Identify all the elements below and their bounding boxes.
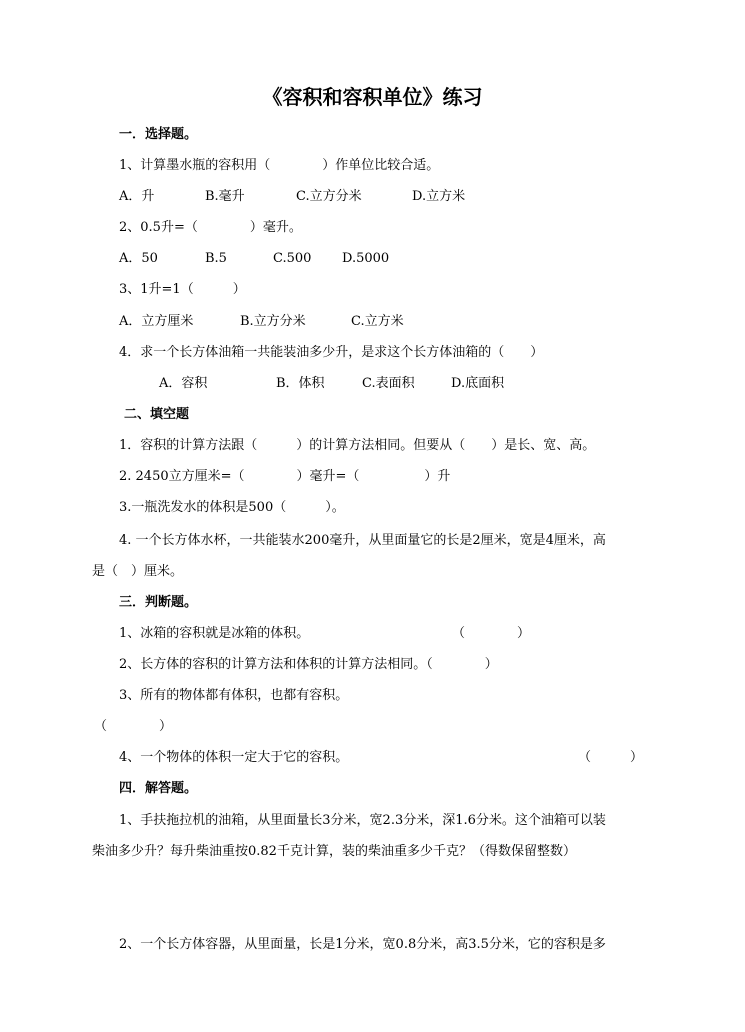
choice-q1-option-c: C.立方分米 <box>296 189 362 204</box>
fill-question-4-line-2: 是（ ）厘米。 <box>92 564 184 579</box>
choice-question-2: 2、0.5升=（ ）毫升。 <box>119 220 302 235</box>
choice-q1-option-d: D.立方米 <box>412 189 466 204</box>
choice-q4-option-b: B．体积 <box>276 376 325 391</box>
judge-q4-answer-paren: （ ） <box>578 750 644 765</box>
choice-q2-option-d: D.5000 <box>342 251 390 266</box>
choice-q2-option-a: A．50 <box>119 251 158 266</box>
choice-q1-option-a: A．升 <box>119 189 155 204</box>
judge-question-2: 2、长方体的容积的计算方法和体积的计算方法相同。（ ） <box>119 657 498 672</box>
judge-question-1: 1、冰箱的容积就是冰箱的体积。 <box>119 626 310 641</box>
choice-question-4: 4．求一个长方体油箱一共能装油多少升，是求这个长方体油箱的（ ） <box>119 345 544 360</box>
choice-question-3: 3、1升=1（ ） <box>119 282 246 297</box>
fill-question-2: 2. 2450立方厘米=（ ）毫升=（ ）升 <box>119 469 451 484</box>
section-choice-heading: 一．选择题。 <box>119 127 198 142</box>
choice-q4-option-d: D.底面积 <box>451 376 505 391</box>
choice-q3-option-c: C.立方米 <box>351 314 404 329</box>
solve-question-1-line-2: 柴油多少升？每升柴油重按0.82千克计算，装的柴油重多少千克？（得数保留整数） <box>92 844 576 859</box>
judge-question-3: 3、所有的物体都有体积，也都有容积。 <box>119 688 349 703</box>
fill-question-4-line-1: 4. 一个长方体水杯，一共能装水200毫升，从里面量它的长是2厘米，宽是4厘米，高 <box>119 533 606 548</box>
section-judge-heading: 三．判断题。 <box>119 595 198 610</box>
choice-q3-option-a: A．立方厘米 <box>119 314 194 329</box>
choice-q2-option-b: B.5 <box>205 251 227 266</box>
judge-q3-answer-paren: （ ） <box>94 719 173 734</box>
section-solve-heading: 四．解答题。 <box>119 781 198 796</box>
page-title: 《容积和容积单位》练习 <box>262 85 483 109</box>
solve-question-2-line-1: 2、一个长方体容器，从里面量，长是1分米，宽0.8分米，高3.5分米，它的容积是多 <box>119 937 606 952</box>
choice-q3-option-b: B.立方分米 <box>240 314 306 329</box>
choice-question-1: 1、计算墨水瓶的容积用（ ）作单位比较合适。 <box>119 158 440 173</box>
judge-q1-answer-paren: （ ） <box>452 626 531 641</box>
judge-question-4: 4、一个物体的体积一定大于它的容积。 <box>119 750 349 765</box>
choice-q1-option-b: B.毫升 <box>205 189 245 204</box>
section-fill-heading: 二、填空题 <box>124 407 190 422</box>
fill-question-3: 3.一瓶洗发水的体积是500（ ）。 <box>119 500 345 515</box>
choice-q4-option-a: A．容积 <box>159 376 208 391</box>
choice-q2-option-c: C.500 <box>273 251 312 266</box>
choice-q4-option-c: C.表面积 <box>362 376 415 391</box>
solve-question-1-line-1: 1、手扶拖拉机的油箱，从里面量长3分米，宽2.3分米，深1.6分米。这个油箱可以装 <box>119 813 606 828</box>
fill-question-1: 1．容积的计算方法跟（ ）的计算方法相同。但要从（ ）是长、宽、高。 <box>119 438 596 453</box>
